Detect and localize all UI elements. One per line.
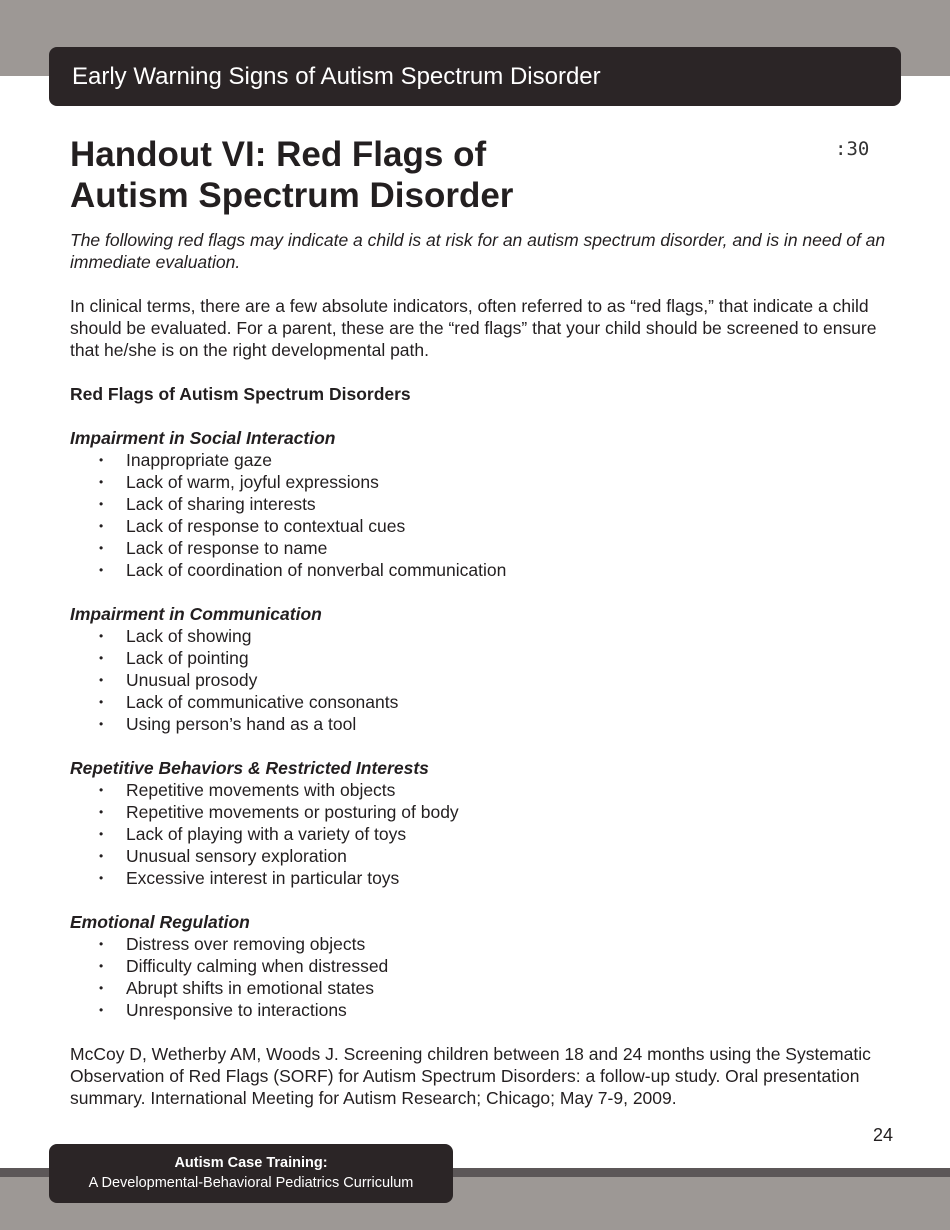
flag-list bbox=[70, 933, 900, 1021]
category-title: Impairment in Communication bbox=[70, 604, 322, 624]
list-item: • Excessive interest in particular toys bbox=[99, 868, 400, 888]
list-item: • Lack of response to name bbox=[99, 538, 328, 558]
bullet-icon: • bbox=[99, 695, 104, 709]
clinical-paragraph: In clinical terms, there are a few absolute indicators, often referred to as “red flags,” that indicate a child should be evaluated. For a parent, these are the “red flags” that your child should be screened to ensure that he/she is on the right developmental path. bbox=[70, 296, 877, 360]
bullet-icon: • bbox=[99, 805, 104, 819]
bullet-icon: • bbox=[99, 959, 104, 973]
category-social-interaction bbox=[70, 427, 900, 581]
footer-title: Autism Case Training: bbox=[174, 1155, 328, 1171]
intro-text: The following red flags may indicate a child is at risk for an autism spectrum disorder, and is in need of an immediate evaluation. bbox=[70, 230, 886, 272]
list-item: • Unusual sensory exploration bbox=[99, 846, 347, 866]
header-bar bbox=[49, 47, 901, 106]
handout-content bbox=[70, 229, 900, 1109]
list-item: • Lack of playing with a variety of toys bbox=[99, 824, 407, 844]
page-title-line2: Autism Spectrum Disorder bbox=[70, 176, 514, 215]
bullet-icon: • bbox=[99, 629, 104, 643]
bullet-icon: • bbox=[99, 827, 104, 841]
bullet-icon: • bbox=[99, 475, 104, 489]
bullet-icon: • bbox=[99, 783, 104, 797]
category-repetitive-behaviors bbox=[70, 757, 900, 889]
category-title: Repetitive Behaviors & Restricted Interests bbox=[70, 758, 429, 778]
category-title: Emotional Regulation bbox=[70, 912, 250, 932]
page-number: 24 bbox=[873, 1125, 894, 1145]
category-emotional-regulation bbox=[70, 911, 900, 1021]
bullet-icon: • bbox=[99, 453, 104, 467]
bullet-icon: • bbox=[99, 651, 104, 665]
header-title: Early Warning Signs of Autism Spectrum Disorder bbox=[72, 63, 601, 90]
flag-list bbox=[70, 779, 900, 889]
list-item: • Lack of warm, joyful expressions bbox=[99, 472, 379, 492]
bullet-icon: • bbox=[99, 871, 104, 885]
list-item: • Unusual prosody bbox=[99, 670, 258, 690]
list-item: • Distress over removing objects bbox=[99, 934, 366, 954]
bullet-icon: • bbox=[99, 519, 104, 533]
list-item: • Using person’s hand as a tool bbox=[99, 714, 357, 734]
list-item: • Repetitive movements or posturing of body bbox=[99, 802, 459, 822]
list-item: • Lack of response to contextual cues bbox=[99, 516, 406, 536]
list-item: • Unresponsive to interactions bbox=[99, 1000, 347, 1020]
category-title: Impairment in Social Interaction bbox=[70, 428, 336, 448]
page-title bbox=[70, 134, 770, 216]
flag-list bbox=[70, 449, 900, 581]
list-item: • Difficulty calming when distressed bbox=[99, 956, 389, 976]
list-item: • Lack of pointing bbox=[99, 648, 249, 668]
time-marker: :30 bbox=[835, 138, 870, 160]
flag-list bbox=[70, 625, 900, 735]
red-flags-subheading: Red Flags of Autism Spectrum Disorders bbox=[70, 384, 411, 404]
bullet-icon: • bbox=[99, 497, 104, 511]
bullet-icon: • bbox=[99, 563, 104, 577]
page-title-line1: Handout VI: Red Flags of bbox=[70, 135, 487, 174]
bullet-icon: • bbox=[99, 541, 104, 555]
bullet-icon: • bbox=[99, 937, 104, 951]
bullet-icon: • bbox=[99, 981, 104, 995]
bullet-icon: • bbox=[99, 717, 104, 731]
list-item: • Lack of showing bbox=[99, 626, 252, 646]
list-item: • Lack of coordination of nonverbal communication bbox=[99, 560, 507, 580]
category-communication bbox=[70, 603, 900, 735]
list-item: • Lack of sharing interests bbox=[99, 494, 316, 514]
list-item: • Abrupt shifts in emotional states bbox=[99, 978, 375, 998]
list-item: • Lack of communicative consonants bbox=[99, 692, 399, 712]
footer-box bbox=[49, 1144, 453, 1203]
citation: McCoy D, Wetherby AM, Woods J. Screening children between 18 and 24 months using the Systematic Observation of Red Flags (SORF) for Autism Spectrum Disorders: a follow-up study. Oral presentation summary. International Meeting for Autism Research; Chicago; May 7-9, 2009. bbox=[70, 1044, 871, 1108]
footer-subtitle: A Developmental-Behavioral Pediatrics Curriculum bbox=[88, 1175, 414, 1191]
list-item: • Repetitive movements with objects bbox=[99, 780, 396, 800]
list-item: • Inappropriate gaze bbox=[99, 450, 272, 470]
bullet-icon: • bbox=[99, 849, 104, 863]
bullet-icon: • bbox=[99, 673, 104, 687]
bullet-icon: • bbox=[99, 1003, 104, 1017]
